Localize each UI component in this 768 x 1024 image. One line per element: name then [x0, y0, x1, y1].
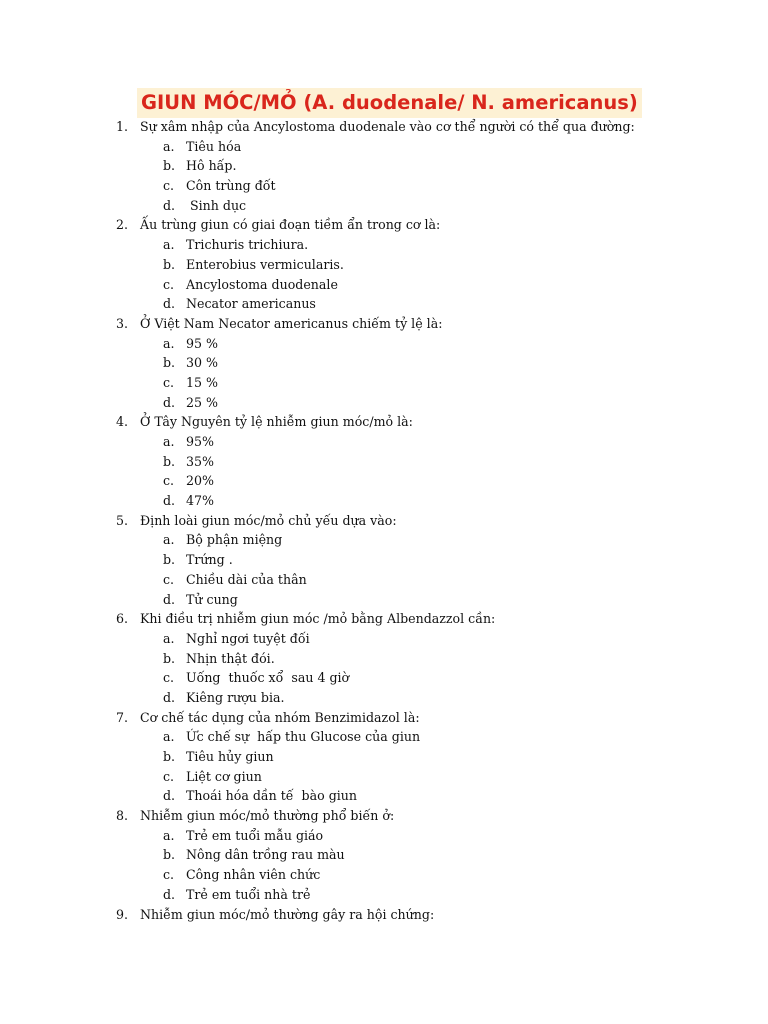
answer-option: [0, 649, 768, 669]
answer-option: [0, 393, 768, 413]
answer-option: [0, 747, 768, 767]
option-text: 95 %: [186, 335, 218, 351]
option-letter: b.: [163, 158, 176, 174]
option-text: 35%: [186, 453, 214, 469]
option-letter: d.: [163, 493, 176, 509]
option-text: Công nhân viên chức: [186, 867, 321, 883]
option-text: Necator americanus: [186, 296, 316, 312]
answer-option: [0, 275, 768, 295]
question-3: [0, 314, 768, 334]
question-7: [0, 708, 768, 728]
question-text: Ở Tây Nguyên tỷ lệ nhiễm giun móc/mỏ là:: [140, 414, 413, 430]
question-text: Nhiễm giun móc/mỏ thường gây ra hội chứng:: [140, 906, 435, 922]
option-letter: a.: [163, 434, 175, 449]
option-text: 47%: [186, 493, 214, 509]
question-text: Ở Việt Nam Necator americanus chiếm tỷ lệ là:: [140, 315, 443, 331]
answer-option: [0, 373, 768, 393]
answer-option: [0, 826, 768, 846]
option-text: Sinh dục: [186, 197, 247, 213]
option-letter: a.: [163, 532, 175, 548]
option-letter: c.: [163, 768, 175, 784]
option-text: Nhịn thật đói.: [186, 650, 275, 666]
option-text: 30 %: [186, 355, 218, 371]
option-text: Kiêng rượu bia.: [186, 689, 285, 705]
option-letter: a.: [163, 335, 175, 351]
option-letter: b.: [163, 749, 176, 764]
option-letter: b.: [163, 256, 176, 272]
question-8: [0, 806, 768, 826]
answer-option: [0, 629, 768, 649]
answer-option: [0, 235, 768, 255]
question-1: [0, 117, 768, 137]
answer-option: [0, 727, 768, 747]
option-text: Bộ phận miệng: [186, 532, 283, 548]
option-text: 25 %: [186, 394, 218, 410]
option-text: Enterobius vermicularis.: [186, 256, 344, 272]
question-5: [0, 511, 768, 531]
option-text: Chiều dài của thân: [186, 571, 307, 587]
option-text: Trichuris trichiura.: [186, 237, 309, 253]
answer-option: [0, 452, 768, 472]
option-letter: c.: [163, 670, 175, 686]
option-letter: d.: [163, 689, 176, 705]
option-letter: d.: [163, 296, 176, 312]
answer-option: [0, 590, 768, 610]
option-letter: a.: [163, 138, 175, 154]
option-letter: d.: [163, 886, 176, 902]
answer-option: [0, 334, 768, 354]
answer-option: [0, 885, 768, 905]
question-number: 8.: [116, 808, 129, 824]
option-text: Nghỉ ngơi tuyệt đối: [186, 630, 310, 646]
option-text: 15 %: [186, 374, 218, 390]
question-text: Định loài giun móc/mỏ chủ yếu dựa vào:: [140, 512, 397, 528]
option-letter: c.: [163, 178, 175, 194]
option-letter: b.: [163, 650, 176, 666]
answer-option: [0, 767, 768, 787]
question-list: [0, 117, 768, 924]
question-number: 6.: [116, 611, 129, 627]
option-letter: a.: [163, 827, 175, 843]
option-text: Côn trùng đốt: [186, 178, 276, 194]
option-text: Hô hấp.: [186, 158, 237, 174]
option-letter: c.: [163, 276, 175, 292]
question-text: Khi điều trị nhiễm giun móc /mỏ bằng Albendazzol cần:: [140, 611, 496, 627]
option-letter: b.: [163, 847, 176, 863]
option-text: Tử cung: [186, 591, 238, 607]
answer-option: [0, 786, 768, 806]
answer-option: [0, 255, 768, 275]
question-number: 5.: [116, 512, 129, 528]
option-letter: a.: [163, 729, 175, 745]
answer-option: [0, 294, 768, 314]
option-letter: d.: [163, 591, 176, 607]
answer-option: [0, 570, 768, 590]
answer-option: [0, 196, 768, 216]
answer-option: [0, 137, 768, 157]
option-letter: b.: [163, 552, 176, 568]
option-letter: b.: [163, 453, 176, 469]
option-text: Ức chế sự hấp thu Glucose của giun: [186, 729, 421, 745]
question-number: 9.: [116, 906, 129, 922]
answer-option: [0, 865, 768, 885]
option-letter: c.: [163, 571, 175, 587]
question-number: 7.: [116, 709, 129, 725]
option-letter: c.: [163, 374, 175, 390]
answer-option: [0, 688, 768, 708]
option-text: Nông dân trồng rau màu: [186, 847, 345, 863]
option-letter: c.: [163, 867, 175, 883]
answer-option: [0, 432, 768, 452]
answer-option: [0, 668, 768, 688]
answer-option: [0, 550, 768, 570]
document-title: GIUN MÓC/MỎ (A. duodenale/ N. americanus): [137, 88, 642, 118]
answer-option: [0, 845, 768, 865]
option-text: Trẻ em tuổi nhà trẻ: [186, 886, 311, 902]
option-letter: a.: [163, 630, 175, 646]
question-6: [0, 609, 768, 629]
option-text: 95%: [186, 434, 214, 449]
option-letter: a.: [163, 237, 175, 253]
question-2: [0, 215, 768, 235]
question-text: Ấu trùng giun có giai đoạn tiềm ẩn trong cơ là:: [140, 217, 441, 233]
answer-option: [0, 491, 768, 511]
option-text: Thoái hóa dần tế bào giun: [186, 788, 358, 804]
answer-option: [0, 176, 768, 196]
question-number: 3.: [116, 315, 129, 331]
answer-option: [0, 156, 768, 176]
option-text: Liệt cơ giun: [186, 768, 262, 784]
question-text: Nhiễm giun móc/mỏ thường phổ biến ở:: [140, 808, 395, 824]
answer-option: [0, 471, 768, 491]
option-text: Tiêu hủy giun: [186, 749, 274, 764]
option-text: Uống thuốc xổ sau 4 giờ: [186, 670, 350, 686]
question-9: [0, 905, 768, 925]
option-letter: c.: [163, 473, 175, 489]
option-text: Tiêu hóa: [186, 138, 242, 154]
question-number: 1.: [116, 119, 129, 134]
option-letter: d.: [163, 788, 176, 804]
option-text: 20%: [186, 473, 214, 489]
question-number: 4.: [116, 414, 129, 430]
answer-option: [0, 530, 768, 550]
option-letter: b.: [163, 355, 176, 371]
option-letter: d.: [163, 197, 176, 213]
option-letter: d.: [163, 394, 176, 410]
question-number: 2.: [116, 217, 129, 233]
option-text: Trứng .: [186, 552, 233, 568]
option-text: Trẻ em tuổi mẫu giáo: [186, 827, 324, 843]
question-4: [0, 412, 768, 432]
question-text: Sự xâm nhập của Ancylostoma duodenale vào cơ thể người có thể qua đường:: [140, 119, 635, 134]
option-text: Ancylostoma duodenale: [186, 276, 338, 292]
answer-option: [0, 353, 768, 373]
question-text: Cơ chế tác dụng của nhóm Benzimidazol là:: [140, 709, 420, 725]
